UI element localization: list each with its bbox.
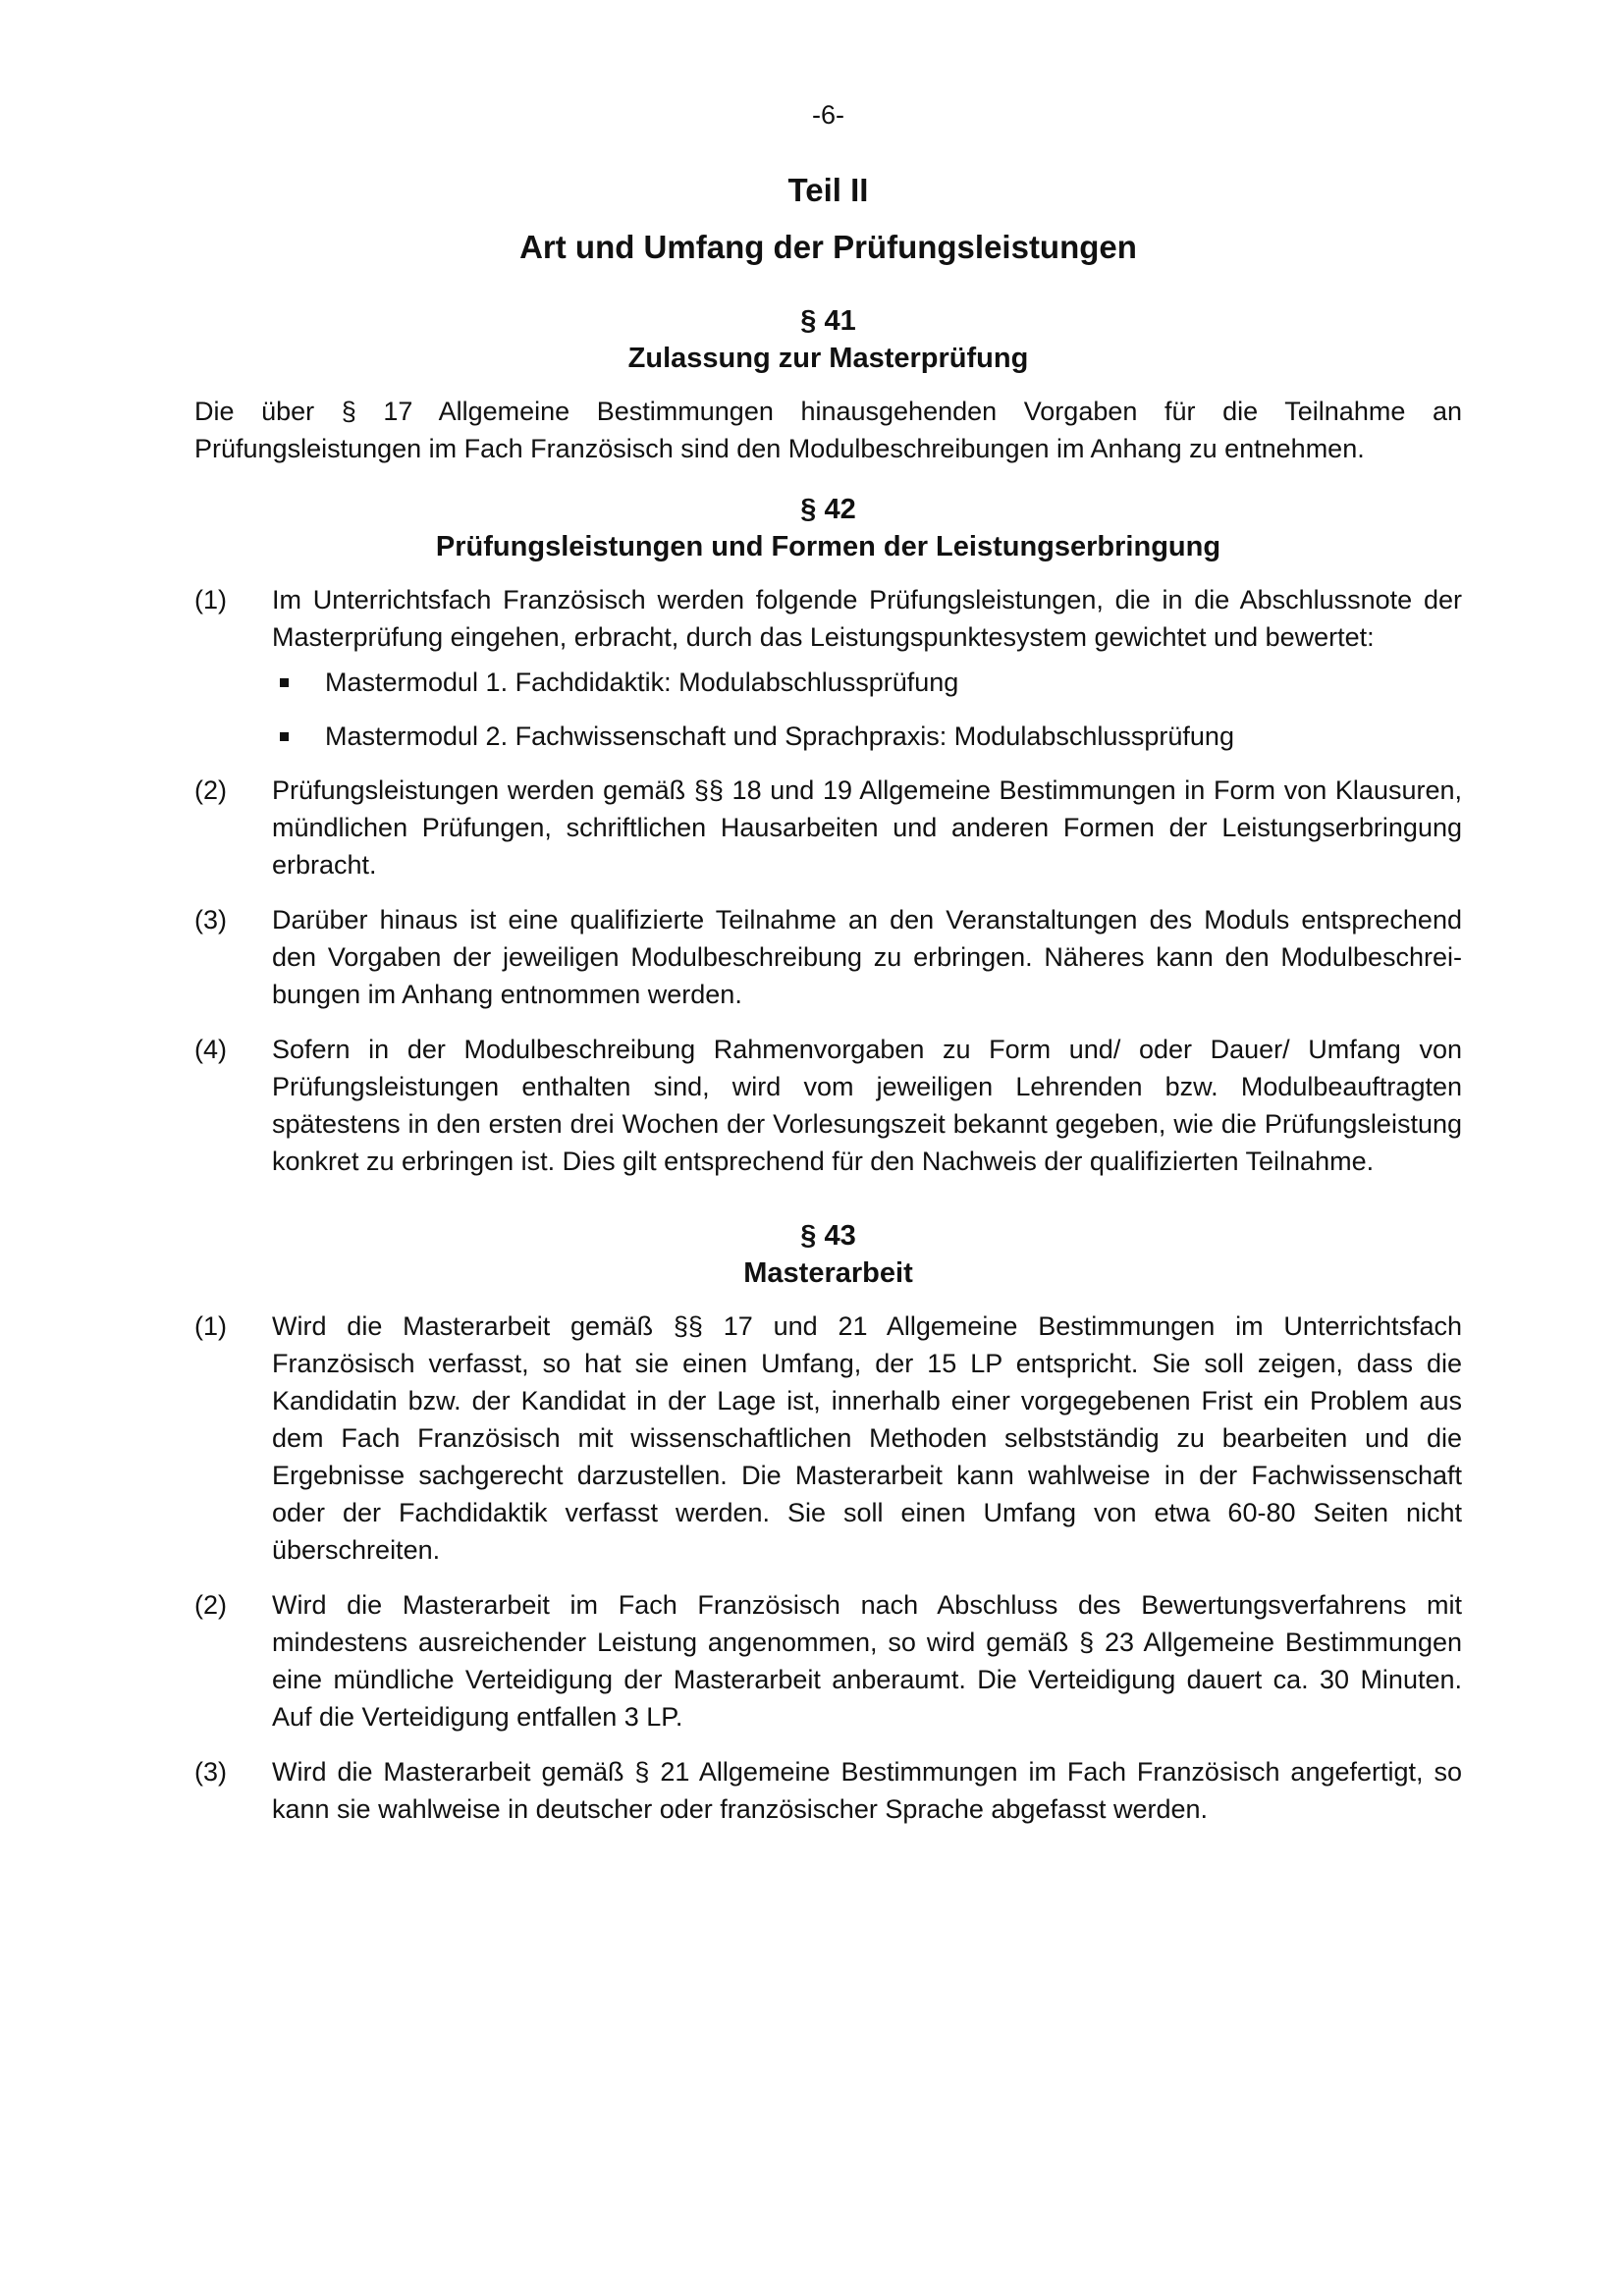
section-number: § 43 — [800, 1220, 856, 1252]
numbered-paragraph — [194, 1586, 1462, 1735]
numbered-paragraph — [194, 581, 1462, 656]
section-title: Masterarbeit — [743, 1257, 913, 1289]
numbered-paragraph — [194, 1308, 1462, 1569]
section-42 — [194, 491, 1462, 1180]
paragraph-text: Prüfungsleistungen werden gemäß §§ 18 und 19 Allgemeine Bestimmungen in Form von Klausuren, mündlichen Prüfungen, schriftlichen Hausarbeiten und anderen Formen der Leistungserbringung erbracht. — [272, 775, 1462, 880]
paragraph-text: Darüber hinaus ist eine qualifizierte Teilnahme an den Veranstaltungen des Moduls entsprechend den Vorgaben der jeweiligen Modulbeschreibung zu erbringen. Näheres kann den Modulbeschrei-bungen im Anhang entnommen werden. — [272, 905, 1462, 1009]
paragraph-number: (2) — [194, 1590, 227, 1620]
square-bullet-icon — [280, 732, 289, 741]
page-number: -6- — [812, 100, 844, 130]
section-43 — [194, 1217, 1462, 1828]
list-item — [272, 664, 1462, 701]
paragraph-number: (3) — [194, 905, 227, 934]
list-item — [272, 718, 1462, 755]
section-number: § 42 — [800, 494, 856, 525]
numbered-paragraph — [194, 1753, 1462, 1828]
paragraph-number: (4) — [194, 1035, 227, 1064]
paragraph-number: (1) — [194, 1311, 227, 1341]
section-title: Zulassung zur Masterprüfung — [627, 343, 1029, 374]
paragraph-number: (3) — [194, 1757, 227, 1787]
section-41 — [194, 302, 1462, 467]
section-paragraph: Die über § 17 Allgemeine Bestimmungen hinausgehenden Vorgaben für die Teilnahme an Prüfungsleistungen im Fach Französisch sind den Modulbeschreibungen im Anhang zu entnehmen. — [194, 397, 1462, 463]
square-bullet-icon — [280, 678, 289, 687]
numbered-paragraph — [194, 1031, 1462, 1180]
list-item-text: Mastermodul 1. Fachdidaktik: Modulabschlussprüfung — [325, 667, 959, 697]
paragraph-text: Wird die Masterarbeit gemäß § 21 Allgemeine Bestimmungen im Fach Französisch angefertigt, so kann sie wahlweise in deutscher oder französischer Sprache abgefasst werden. — [272, 1757, 1462, 1824]
paragraph-text: Im Unterrichtsfach Französisch werden folgende Prüfungsleistungen, die in die Abschlussnote der Masterprüfung eingehen, erbracht, durch das Leistungspunktesystem gewichtet und bewertet: — [272, 585, 1462, 652]
paragraph-text: Wird die Masterarbeit im Fach Französisch nach Abschluss des Bewertungsverfahrens mit mindestens ausreichender Leistung angenommen, so wird gemäß § 23 Allgemeine Bestimmungen eine mündliche Verteidigung der Masterarbeit anberaumt. Die Verteidigung dauert ca. 30 Minuten. Auf die Verteidigung entfallen 3 LP. — [272, 1590, 1462, 1732]
section-title: Prüfungsleistungen und Formen der Leistungserbringung — [435, 531, 1221, 562]
list-item-text: Mastermodul 2. Fachwissenschaft und Sprachpraxis: Modulabschlussprüfung — [325, 721, 1234, 751]
part-title: Teil II — [787, 172, 869, 208]
numbered-paragraph — [194, 901, 1462, 1013]
paragraph-text: Wird die Masterarbeit gemäß §§ 17 und 21 Allgemeine Bestimmungen im Unterrichtsfach Französisch verfasst, so hat sie einen Umfang, der 15 LP entspricht. Sie soll zeigen, dass die Kandidatin bzw. der Kandidat in der Lage ist, innerhalb einer vorgegebenen Frist ein Problem aus dem Fach Französisch mit wissenschaftlichen Methoden selbstständig zu bearbeiten und die Ergebnisse sachgerecht darzustellen. Die Masterarbeit kann wahlweise in der Fachwissenschaft oder der Fachdidaktik verfasst werden. Sie soll einen Umfang von etwa 60-80 Seiten nicht überschreiten. — [272, 1311, 1462, 1565]
part-subtitle: Art und Umfang der Prüfungsleistungen — [519, 229, 1137, 265]
paragraph-text: Sofern in der Modulbeschreibung Rahmenvorgaben zu Form und/ oder Dauer/ Umfang von Prüfungsleistungen enthalten sind, wird vom jeweiligen Lehrenden bzw. Modulbeauftragten spätestens in den ersten drei Wochen der Vorlesungszeit bekannt gegeben, wie die Prüfungsleistung konkret zu erbringen ist. Dies gilt entsprechend für den Nachweis der qualifizierten Teilnahme. — [272, 1035, 1462, 1176]
section-number: § 41 — [800, 305, 856, 337]
bullet-list — [272, 664, 1462, 755]
numbered-paragraph — [194, 772, 1462, 883]
paragraph-number: (2) — [194, 775, 227, 805]
paragraph-number: (1) — [194, 585, 227, 614]
